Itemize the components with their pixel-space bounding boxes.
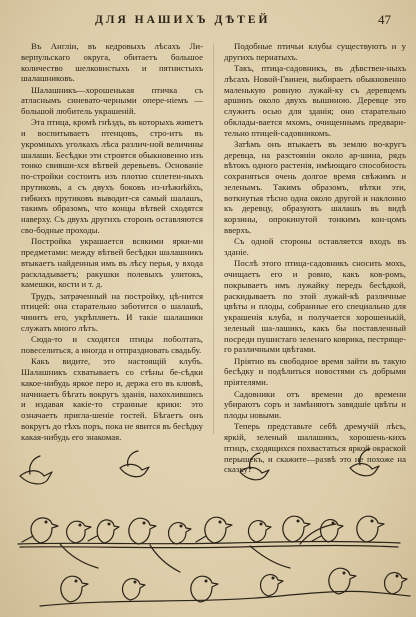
paragraph: Послѣ этого птица-садовникъ сносить мохъ, очищаетъ его и ровно, какъ ков-ромъ, покрываетъ имъ лужайку передъ бесѣдкой, раскидываетъ по этой лужай-кѣ различные цвѣты и плоды, собранные его специально для украшенія клуба, и получается хорошенькій, зеленый ша-лашикъ, какъ бы поставленный посреди пушистаго зеленаго коврика, пестряще-го различными цвѣтами. xyxy=(224,258,406,355)
paragraph: Садовники отъ времени до времени убираютъ соръ и замѣняютъ завядшіе цвѣты и плоды новыми. xyxy=(224,388,406,421)
paragraph: Шалашникъ—хорошенькая птичка съ атласнымъ синевато-черными опере-ніемъ — большой любитель украшеній. xyxy=(21,84,203,117)
bird xyxy=(261,575,283,596)
bird xyxy=(329,568,356,594)
bird xyxy=(129,518,156,544)
bird-flying xyxy=(350,449,379,476)
running-title: ДЛЯ НАШИХЪ ДѢТЕЙ xyxy=(95,14,271,26)
left-column xyxy=(21,41,203,442)
paragraph: Подобные птичьи клубы существуютъ и у другихъ пернатыхъ. xyxy=(224,41,406,62)
column-divider xyxy=(213,44,214,434)
branch xyxy=(20,546,398,548)
bird xyxy=(61,576,88,602)
bird xyxy=(191,576,218,602)
paragraph: Затѣмъ онъ втыкаетъ въ землю во-кругъ деревца, на разстояніи около ар-шина, рядъ вѣтокъ одного растенія, имѣющаго способность сохраняться очень долгое время свѣжимъ и зеленымъ. Такимъ образомъ, вѣтки эти, воткнутыя тѣсно одна около другой и наклонно къ деревцу, образуютъ шалашъ въ видѣ корзины, опрокинутой тонкимъ кон-цомъ вверхъ. xyxy=(224,138,406,235)
paragraph: Эта птица, кромѣ гнѣздъ, въ которыхъ живетъ и воспитываетъ птенцовъ, стро-итъ въ укромныхъ уголкахъ лѣса различ-ной величины шалаши. Бесѣдки эти строятся обыкновенно изъ тонко свивши-хся вѣтвей деревьевъ. Основаніе по-стройки состоитъ изъ плотно сплетен-ныхъ прутиковъ, а съ двухъ боковъ из-нѣжнѣйхъ, гибкихъ прутиковъ выводит-ся самый шалашъ, такимъ образомъ, что концы вѣтвей сходятся наверху. Съ двухъ другихъ сторонъ оставляются сво-бодные проходы. xyxy=(21,117,203,235)
paragraph: Такъ, птица-садовникъ, въ дѣвствен-ныхъ лѣсахъ Новой-Гвинеи, выбираетъ обыкновенно маленькую ровную лужай-ку съ деревцемъ аршинъ около двухъ вышиною. Деревце это служитъ осью для зданія; оно старательно обклады-вается мхомъ, очищеннымъ предвари-тельно птицей-садовникомъ. xyxy=(224,63,406,138)
birds-on-branch-illustration xyxy=(0,446,416,617)
bird-flying xyxy=(240,453,269,480)
bird-flying xyxy=(20,456,52,484)
bird xyxy=(123,579,145,600)
paragraph: Теперь представьте себѣ дремучій лѣсъ, яркій, зеленый шалашикъ, хорошень-кихъ птицъ, сходящихся похвастаться яркой окраской перышекъ, и скажите—развѣ это не похоже на сказку? xyxy=(224,421,406,475)
bird xyxy=(67,521,91,543)
page-number: 47 xyxy=(378,12,391,27)
bird xyxy=(385,573,407,594)
paragraph: Сюда-то и сходятся птицы поболтать, повеселиться, а иногда и отпраздновать свадьбу. xyxy=(21,334,203,355)
bird xyxy=(88,520,119,543)
right-column xyxy=(224,41,406,475)
bird xyxy=(357,516,384,542)
paragraph: Въ Англіи, въ кедровыхъ лѣсахъ Ли-верпульскаго округа, обитаетъ большое количество шелковистыхъ и пятнистыхъ шалашниковъ. xyxy=(21,41,203,84)
paragraph: Какъ видите, это настоящій клубъ. Шалашникъ схватываетъ со стѣны бе-сѣдки какое-нибудь яркое перо и, держа его въ клювѣ, начинаетъ бѣгать вокругъ зданія, нахохлившись и издавая какіе-то странные крики: это означаетъ пригла-шеніе гостей. Бѣгаетъ онъ вокругъ до тѣхъ поръ, пока не явится въ бесѣдку какая-нибудь его знакомая. xyxy=(21,356,203,442)
twig xyxy=(250,546,290,568)
paragraph: Пріятно въ свободное время зайти въ такую бесѣдку и подѣлиться новостями съ добрыми пріятелями. xyxy=(224,355,406,388)
bird xyxy=(249,521,271,542)
bird xyxy=(196,517,232,543)
bird-flying xyxy=(120,451,149,477)
page-header xyxy=(0,10,416,32)
branch-lower xyxy=(40,591,410,606)
paragraph: Трудъ, затраченный на постройку, цѣ-нится птицей: она старательно заботится о шалашѣ, чинитъ его, укрѣпляетъ. И такіе шалашики служатъ много лѣтъ. xyxy=(21,290,203,333)
bird xyxy=(169,523,191,544)
bird xyxy=(22,518,58,543)
paragraph: Съ одной стороны оставляется входъ въ зданіе. xyxy=(224,236,406,258)
paragraph: Постройка украшается всякими ярки-ми предметами: между вѣтвей бесѣдки шалашникъ втыкаетъ найденныя имъ въ лѣсу перья, у входа раскладываетъ; ракушки полевыхъ улитокъ, камешки, кости и т. д. xyxy=(21,236,203,290)
twig xyxy=(150,545,180,572)
